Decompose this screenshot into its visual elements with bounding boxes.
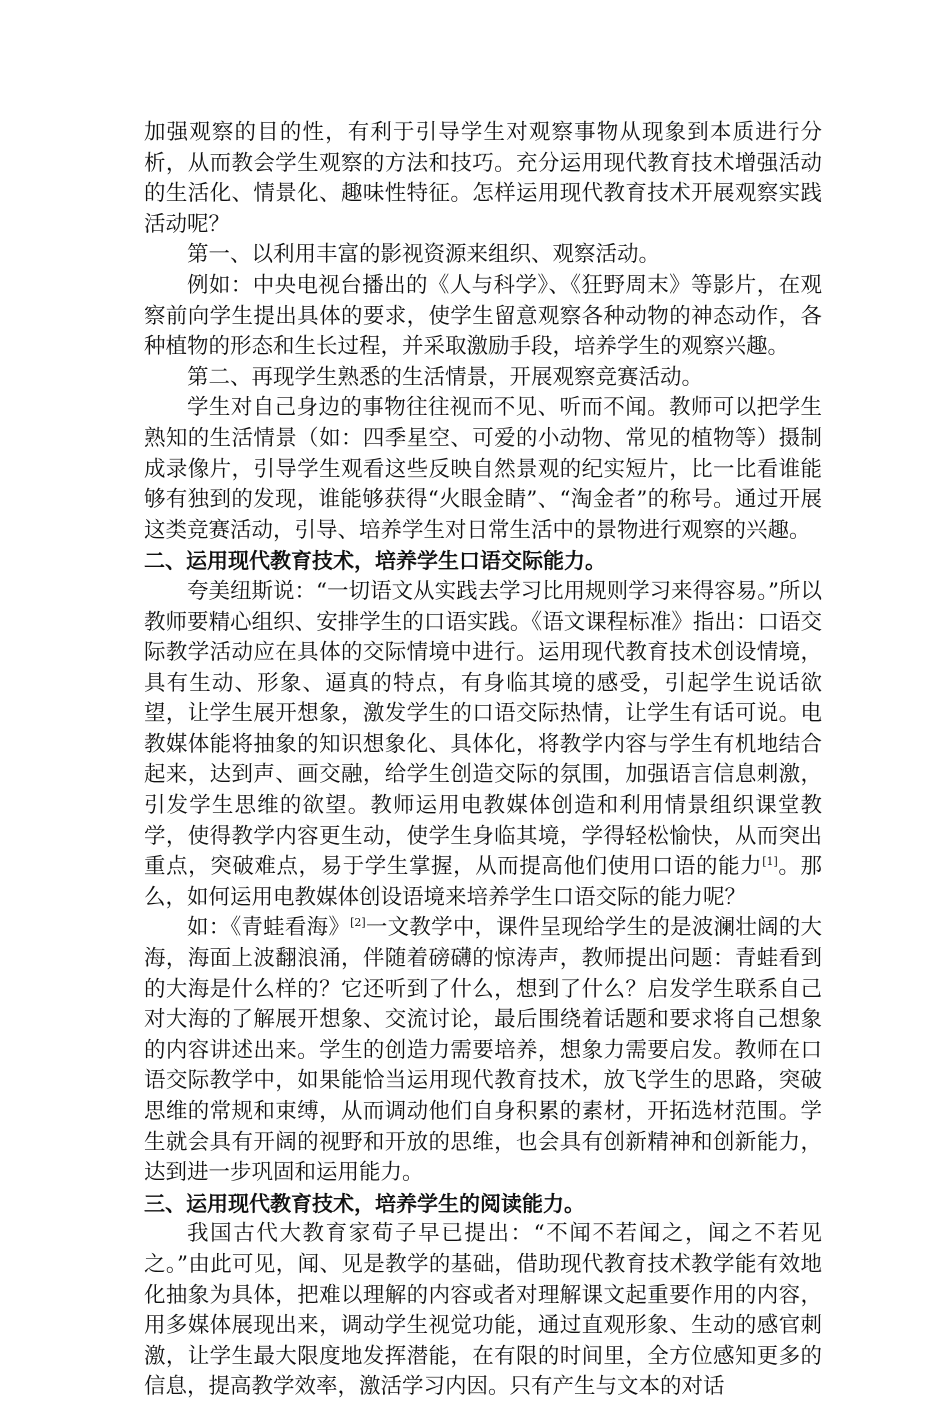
paragraph-text: 例如：中央电视台播出的《人与科学》、《狂野周末》等影片，在观察前向学生提出具体的要求，使学生留意观察各种动物的神态动作，各种植物的形态和生长过程，并采取激励手段，培养学生的观察兴趣。	[144, 272, 822, 360]
paragraph-text: 夸美纽斯说：“一切语文从实践去学习比用规则学习来得容易。”所以教师要精心组织、安排学生的口语实践。《语文课程标准》指出：口语交际教学活动应在具体的交际情境中进行。运用现代教育技术创设情境，具有生动、形象、逼真的特点，有身临其境的感受，引起学生说话欲望，让学生展开想象，激发学生的口语交际热情，让学生有话可说。电教媒体能将抽象的知识想象化、具体化，将教学内容与学生有机地结合起来，达到声、画交融，给学生创造交际的氛围，加强语言信息刺激，引发学生思维的欲望。教师运用电教媒体创造和利用情景组织课堂教学，使得教学内容更生动，使学生身临其境，学得轻松愉快，从而突出重点，突破难点，易于学生掌握，从而提高他们使用口语的能力	[144, 578, 822, 880]
paragraph-text: 第一、以利用丰富的影视资源来组织、观察活动。	[187, 242, 661, 268]
paragraph-example-films	[144, 271, 822, 363]
paragraph-text: 学生对自己身边的事物往往视而不见、听而不闻。教师可以把学生熟知的生活情景（如：四季星空、可爱的小动物、常见的植物等）摄制成录像片，引导学生观看这些反映自然景观的纪实短片，比一比看谁能够有独到的发现，谁能够获得“火眼金睛”、“淘金者”的称号。通过开展这类竞赛活动，引导、培养学生对日常生活中的景物进行观察的兴趣。	[144, 395, 822, 543]
footnote-reference: [2]	[350, 916, 366, 930]
paragraph-method-one	[144, 240, 822, 271]
heading-text: 二、运用现代教育技术，培养学生口语交际能力。	[144, 549, 606, 574]
section-heading-oral-communication	[144, 546, 822, 577]
paragraph-text: 第二、再现学生熟悉的生活情景，开展观察竞赛活动。	[187, 364, 704, 390]
section-heading-reading-ability	[144, 1189, 822, 1220]
paragraph-frog-sea-example	[144, 913, 822, 1188]
paragraph-method-two	[144, 363, 822, 394]
paragraph-life-scenes	[144, 393, 822, 546]
document-page	[144, 118, 822, 1403]
footnote-reference: [1]	[762, 855, 778, 869]
paragraph-text-tail: 。那么，如何运用电教媒体创设语境来培养学生口语交际的能力呢？	[144, 854, 822, 910]
paragraph-observation-purpose	[144, 118, 822, 240]
paragraph-text-tail: 一文教学中，课件呈现给学生的是波澜壮阔的大海，海面上波翻浪涌，伴随着磅礴的惊涛声，教师提出问题：青蛙看到的大海是什么样的？它还听到了什么，想到了什么？启发学生联系自己对大海的了解展开想象、交流讨论，最后围绕着话题和要求将自己想象的内容讲述出来。学生的创造力需要培养，想象力需要启发。教师在口语交际教学中，如果能恰当运用现代教育技术，放飞学生的思路，突破思维的常规和束缚，从而调动他们自身积累的素材，开拓选材范围。学生就会具有开阔的视野和开放的思维，也会具有创新精神和创新能力，达到进一步巩固和运用能力。	[144, 915, 822, 1186]
paragraph-xunzi-quote	[144, 1219, 822, 1403]
paragraph-comenius-quote	[144, 577, 822, 914]
paragraph-text: 我国古代大教育家荀子早已提出：“不闻不若闻之，闻之不若见之。”由此可见，闻、见是教学的基础，借助现代教育技术教学能有效地化抽象为具体，把难以理解的内容或者对理解课文起重要作用的内容，用多媒体展现出来，调动学生视觉功能，通过直观形象、生动的感官刺激，让学生最大限度地发挥潜能，在有限的时间里，全方位感知更多的信息，提高教学效率，激活学习内因。只有产生与文本的对话	[144, 1221, 822, 1400]
heading-text: 三、运用现代教育技术，培养学生的阅读能力。	[144, 1191, 585, 1216]
paragraph-text: 加强观察的目的性，有利于引导学生对观察事物从现象到本质进行分析，从而教会学生观察的方法和技巧。充分运用现代教育技术增强活动的生活化、情景化、趣味性特征。怎样运用现代教育技术开展观察实践活动呢？	[144, 120, 822, 237]
paragraph-text: 如：《青蛙看海》	[187, 915, 351, 941]
